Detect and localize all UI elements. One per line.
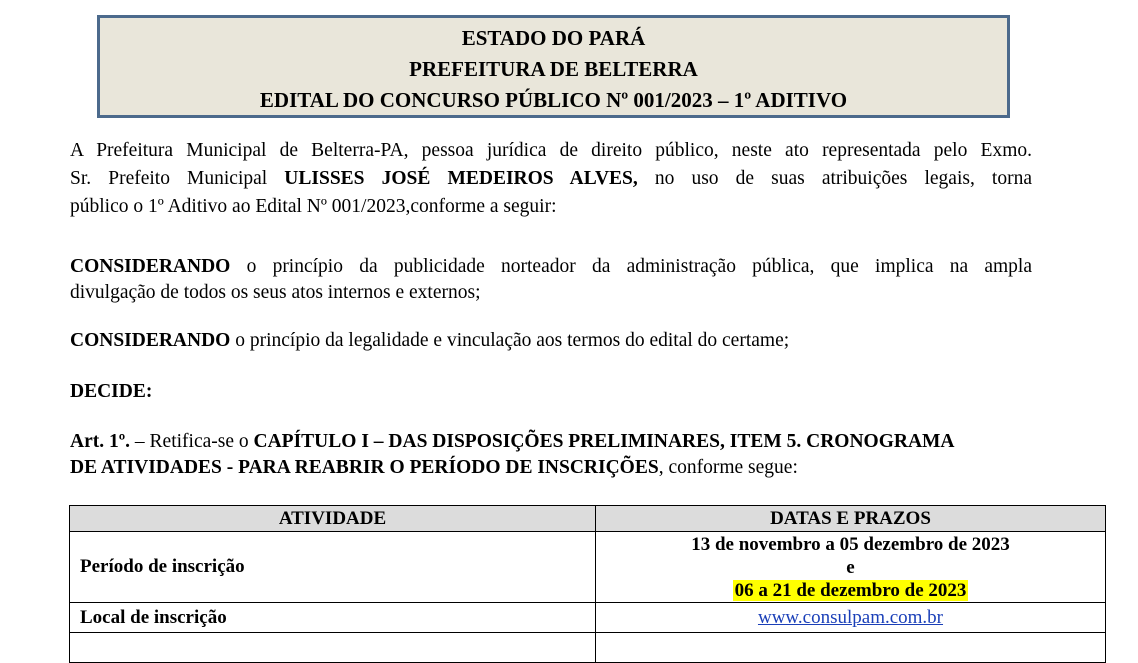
- intro-line-1: A Prefeitura Municipal de Belterra-PA, pessoa jurídica de direito público, neste ato representada pelo Exmo.: [70, 140, 1032, 161]
- table-row: [70, 633, 1106, 663]
- considerando-1-keyword: CONSIDERANDO: [70, 256, 231, 277]
- table-row: [70, 603, 1106, 633]
- row-activity-registration-period: Período de inscrição: [70, 532, 596, 603]
- header-prefecture: PREFEITURA DE BELTERRA: [409, 57, 698, 81]
- intro-line-2: [70, 165, 1032, 193]
- article-1-line-1: [70, 429, 1070, 455]
- reopened-date-range: 06 a 21 de dezembro de 2023: [734, 579, 967, 601]
- article-label: Art. 1º.: [70, 431, 131, 452]
- date-conjunction: e: [846, 556, 855, 578]
- article-suffix: , conforme segue:: [658, 457, 798, 478]
- row-dates-registration-period: [596, 532, 1106, 603]
- intro-line-3: público o 1º Aditivo ao Edital Nº 001/2023,conforme a seguir:: [70, 196, 557, 217]
- article-1-line-2: [70, 455, 1070, 481]
- row-activity-registration-location: Local de inscrição: [70, 603, 596, 633]
- intro-paragraph: [70, 137, 1032, 221]
- row-dates-cut-off: [596, 633, 1106, 663]
- decide-heading-wrap: [70, 378, 1032, 406]
- row-activity-cut-off: [70, 633, 596, 663]
- article-prefix: – Retifica-se o: [134, 431, 249, 452]
- header-edital-title: EDITAL DO CONCURSO PÚBLICO Nº 001/2023 – 1º ADITIVO: [259, 88, 848, 112]
- intro-suffix: no uso de suas atribuições legais, torna: [654, 168, 1032, 189]
- table-header-row: [70, 506, 1106, 532]
- considerando-2-line: [70, 327, 1032, 355]
- article-1-paragraph: [70, 429, 1070, 481]
- considerando-2-keyword: CONSIDERANDO: [70, 330, 231, 351]
- reopened-date-range-wrap: [596, 579, 1105, 602]
- header-dates: DATAS E PRAZOS: [596, 506, 1106, 532]
- header-activity: ATIVIDADE: [70, 506, 596, 532]
- mayor-name: ULISSES JOSÉ MEDEIROS ALVES,: [284, 168, 638, 189]
- consulpam-link[interactable]: www.consulpam.com.br: [757, 607, 944, 628]
- considerando-1-paragraph: [70, 254, 1032, 306]
- article-chapter-ref: CAPÍTULO I – DAS DISPOSIÇÕES PRELIMINARES, ITEM 5. CRONOGRAMA: [253, 431, 955, 452]
- original-date-range: 13 de novembro a 05 dezembro de 2023: [691, 533, 1010, 555]
- considerando-2-paragraph: [70, 327, 1032, 355]
- considerando-1-line-1: [70, 254, 1032, 280]
- schedule-table: [69, 505, 1106, 663]
- considerando-1-line-2: divulgação de todos os seus atos internos e externos;: [70, 282, 481, 303]
- article-chapter-ref-cont: DE ATIVIDADES - PARA REABRIR O PERÍODO DE INSCRIÇÕES: [70, 457, 659, 478]
- intro-prefix: Sr. Prefeito Municipal: [70, 168, 268, 189]
- row-link-registration-location: [596, 603, 1106, 633]
- header-state: ESTADO DO PARÁ: [461, 26, 646, 50]
- considerando-2-text: o princípio da legalidade e vinculação aos termos do edital do certame;: [235, 330, 790, 351]
- decide-heading: DECIDE:: [70, 381, 153, 402]
- considerando-1-text: o princípio da publicidade norteador da administração pública, que implica na ampla: [246, 256, 1033, 277]
- table-row: [70, 532, 1106, 603]
- document-header-box: [97, 15, 1010, 118]
